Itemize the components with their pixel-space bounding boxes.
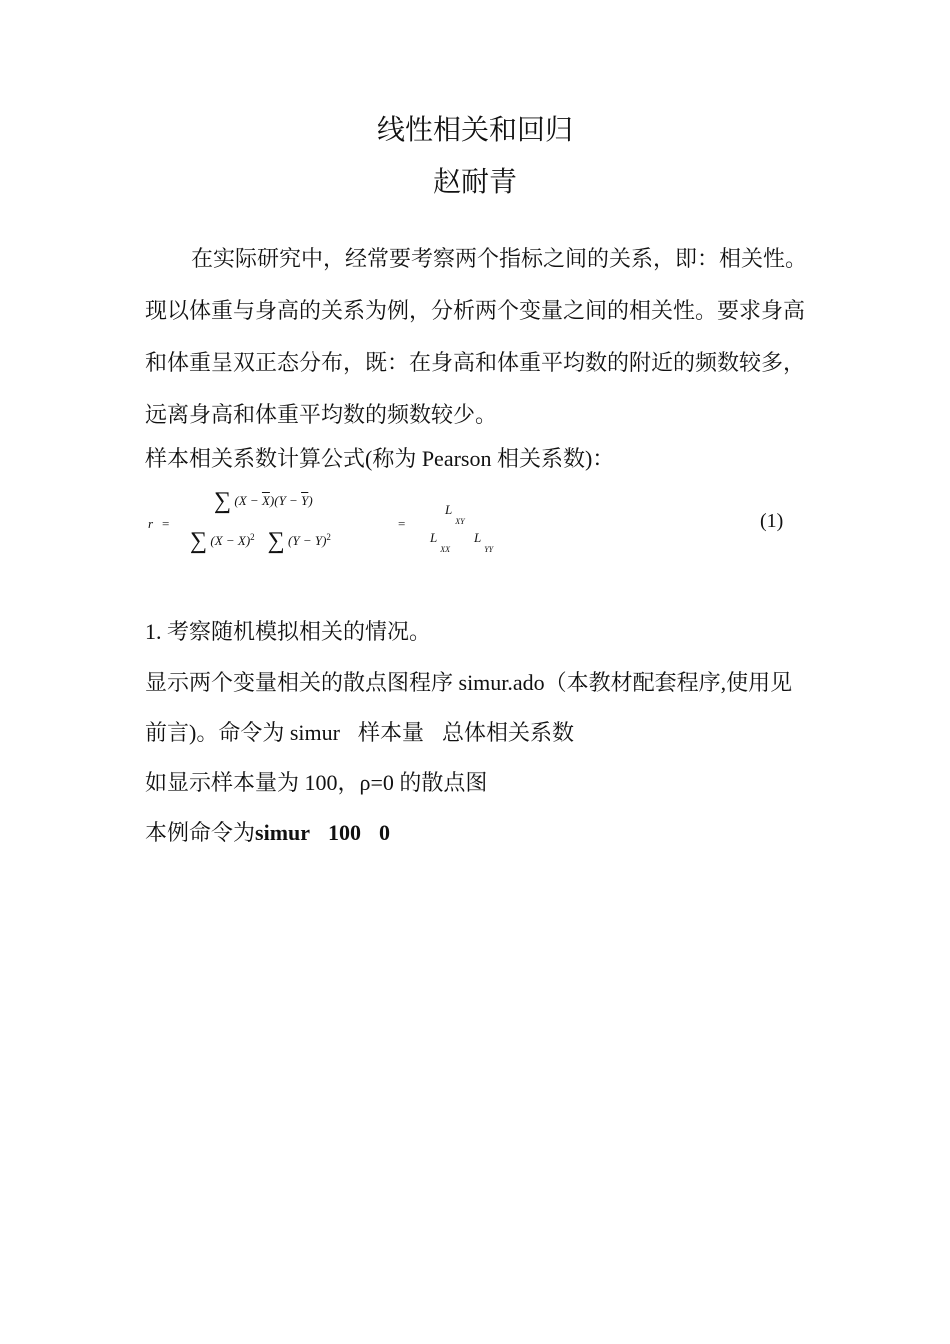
sigma-symbol: ∑	[214, 488, 232, 514]
para2-line2-b: 样本量	[357, 720, 424, 745]
formula-equals: =	[162, 516, 170, 531]
command-rho: 0	[379, 820, 391, 845]
document-author: 赵耐青	[432, 167, 517, 198]
num-x: X	[238, 493, 247, 508]
pearson-formula	[140, 488, 820, 568]
num-y: Y	[278, 493, 286, 508]
lyy-sub: YY	[484, 545, 494, 554]
formula-number: (1)	[760, 510, 784, 532]
para2-line2	[145, 718, 825, 748]
formula-lyy	[474, 530, 493, 554]
para4-prefix: 本例命令为	[145, 820, 256, 845]
num-ybar: $\overline{Y}$	[301, 493, 309, 508]
formula-lxy	[445, 502, 465, 526]
sigma-symbol: ∑	[190, 528, 208, 554]
formula-numerator: ∑ $(X - \overline{X})(Y - \overline{Y})$	[214, 488, 313, 514]
document-title: 线性相关和回归	[376, 115, 573, 146]
den-x-sup: 2	[250, 532, 255, 542]
den-y-sup: 2	[326, 532, 331, 542]
lyy-l: L	[474, 530, 482, 545]
num-xbar: $\overline{X}$	[261, 493, 270, 508]
formula-lxx	[430, 530, 450, 554]
intro-paragraph-text: 在实际研究中，经常要考察两个指标之间的关系，即：相关性。现以体重与身高的关系为例，分析两个变量之间的相关性。要求身高和体重呈双正态分布，既：在身高和体重平均数的附近的频数较多，远离身高和体重平均数的频数较少。	[145, 246, 808, 427]
lxy-l: L	[445, 502, 453, 517]
formula-denominator	[190, 528, 331, 555]
para4	[145, 818, 825, 848]
para2-line2-c: 总体相关系数	[441, 720, 574, 745]
lxx-sub: XX	[440, 545, 451, 554]
command-n: 100	[328, 820, 362, 845]
section-1-heading: 1. 考察随机模拟相关的情况。	[145, 619, 432, 644]
para2-line1: 显示两个变量相关的散点图程序 simur.ado（本教材配套程序,使用见	[145, 670, 793, 695]
intro-paragraph	[145, 233, 815, 441]
formula-equals-2: =	[398, 516, 406, 531]
formula-intro: 样本相关系数计算公式(称为 Pearson 相关系数)：	[145, 446, 615, 471]
lxx-l: L	[430, 530, 438, 545]
den-y-term: (Y − Y)	[288, 533, 327, 548]
lxy-sub: XY	[455, 517, 465, 526]
para3: 如显示样本量为 100，ρ=0 的散点图	[145, 770, 488, 795]
para2-line2-a: 前言)。命令为 simur	[145, 720, 340, 745]
formula-r: r	[148, 516, 154, 531]
den-x-term: (X − X)	[210, 533, 251, 548]
command-name: simur	[255, 820, 311, 845]
sigma-symbol: ∑	[267, 528, 285, 554]
